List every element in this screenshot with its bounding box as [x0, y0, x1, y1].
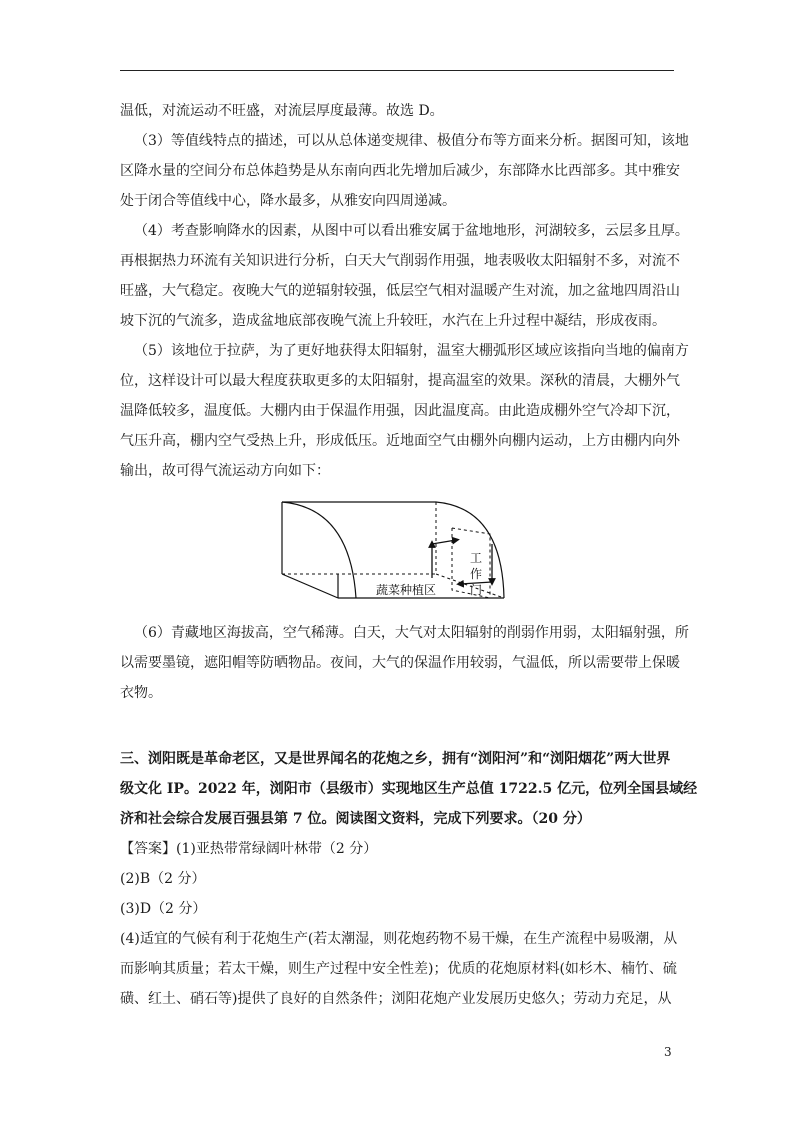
answer-line: 而影响其质量；若太干燥，则生产过程中安全性差)；优质的花炮原材料(如杉木、楠竹、硫	[120, 961, 677, 977]
paragraph-line: 旺盛，大气稳定。夜晚大气的逆辐射较强，低层空气相对温暖产生对流，加之盆地四周沿山	[120, 283, 680, 299]
paragraph-line: 温降低较多，温度低。大棚内由于保温作用强，因此温度高。由此造成棚外空气冷却下沉，	[120, 403, 680, 419]
answer-line: 【答案】(1)亚热带常绿阔叶林带（2 分）	[120, 841, 378, 857]
page-content	[120, 96, 698, 1014]
paragraph-line: 再根据热力环流有关知识进行分析，白天大气削弱作用强，地表吸收太阳辐射不多，对流不	[120, 253, 680, 269]
paragraph-line: 气压升高，棚内空气受热上升，形成低压。近地面空气由棚外向棚内运动，上方由棚内向外	[120, 433, 680, 449]
page-number: 3	[664, 1045, 672, 1059]
answer-block	[120, 834, 676, 1014]
planting-zone-label: 蔬菜种植区	[376, 583, 437, 597]
header-rule	[120, 70, 674, 71]
answer-line: (4)适宜的气候有利于花炮生产(若太潮湿，则花炮药物不易干燥，在生产流程中易吸潮，从	[120, 931, 678, 947]
paragraph-line: （6）青藏地区海拔高，空气稀薄。白天，大气对太阳辐射的削弱作用弱，太阳辐射强，所	[134, 625, 689, 641]
greenhouse-front-arc	[282, 502, 356, 598]
paragraph-line: （5）该地位于拉萨，为了更好地获得太阳辐射，温室大棚弧形区域应该指向当地的偏南方	[134, 343, 689, 359]
paragraph-line: 处于闭合等值线中心，降水最多，从雅安向四周递减。	[120, 193, 456, 209]
paragraph-line: 以需要墨镜，遮阳帽等防晒物品。夜间，大气的保温作用较弱，气温低，所以需要带上保暖	[120, 655, 680, 671]
paragraph-line: （4）考查影响降水的因素，从图中可以看出雅安属于盆地地形，河湖较多，云层多且厚。	[134, 223, 689, 239]
question-line: 三、浏阳既是革命老区，又是世界闻名的花炮之乡，拥有“浏阳河”和“浏阳烟花”两大世界	[120, 751, 671, 767]
answer-line: 磺、红土、硝石等)提供了良好的自然条件；浏阳花炮产业发展历史悠久；劳动力充足，从	[120, 991, 672, 1007]
door-label-3: 门	[470, 583, 483, 597]
paragraph-line: 输出，故可得气流运动方向如下：	[120, 463, 330, 479]
question-3	[120, 744, 698, 834]
paragraph-line: 坡下沉的气流多，造成盆地底部夜晚气流上升较旺，水汽在上升过程中凝结，形成夜雨。	[120, 313, 666, 329]
question-line: 济和社会综合发展百强县第 7 位。阅读图文资料，完成下列要求。（20 分）	[120, 811, 591, 827]
door-label-2: 作	[470, 567, 483, 581]
answer-line: (3)D（2 分）	[120, 901, 207, 917]
door-label-1: 工	[470, 551, 483, 565]
question-line: 级文化 IP。2022 年，浏阳市（县级市）实现地区生产总值 1722.5 亿元，位列全国县域经	[120, 781, 698, 797]
greenhouse-diagram	[280, 500, 520, 608]
paragraph-line: （3）等值线特点的描述，可以从总体递变规律、极值分布等方面来分析。据图可知，该地	[134, 133, 689, 149]
greenhouse-figure	[120, 500, 676, 610]
paragraph-line: 衣物。	[120, 685, 162, 701]
greenhouse-bottom-left-edge	[282, 574, 338, 598]
paragraph-line: 区降水量的空间分布总体趋势是从东南向西北先增加后减少，东部降水比西部多。其中雅安	[120, 163, 680, 179]
paragraph-line: 位，这样设计可以最大程度获取更多的太阳辐射，提高温室的效果。深秋的清晨，大棚外气	[120, 373, 680, 389]
answer-line: (2)B（2 分）	[120, 871, 206, 887]
paragraph-line: 温低，对流运动不旺盛，对流层厚度最薄。故选 D。	[120, 103, 444, 119]
